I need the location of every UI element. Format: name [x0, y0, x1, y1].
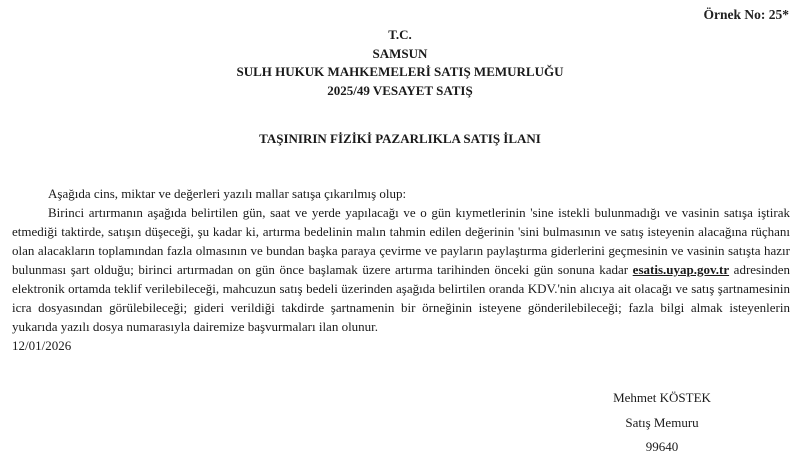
main-paragraph: [12, 203, 790, 336]
document-header: [0, 26, 800, 100]
signer-role: Satış Memuru: [625, 414, 699, 430]
header-office: SULH HUKUK MAHKEMELERİ SATIŞ MEMURLUĞU: [236, 64, 564, 79]
ornek-no: Örnek No: 25*: [703, 7, 789, 22]
notice-body: [12, 184, 790, 355]
header-tc: T.C.: [388, 27, 412, 42]
paragraph-text-start: Birinci artırmanın aşağıda belirtilen gün, saat ve yerde yapılacağı ve o gün kıymetlerinin 'sine istekli bulunmadığı ve vasinin satışa iştirak etmediği taktirde, satışın düşeceği, şu kadar ki, artırma bedelinin malın tahmin edilen değerinin 'sini bulmasının ve satış isteyenin alacağına rüçhanı olan alacakların toplamından fazla olmasının ve bundan başka paraya çevirme ve payların paylaştırma giderlerini geçmesinin ve vasinin satışta hazır bulunması şart olduğu; birinci artırmadan on gün önce başlamak üzere artırma tarihinden önceki gün sonuna kadar: [12, 205, 790, 277]
signer-name: Mehmet KÖSTEK: [613, 390, 711, 405]
paragraph-text-end: adresinden elektronik ortamda teklif verilebileceği, mahcuzun satış bedeli üzerinden aşağıda belirtilen oranda KDV.'nin alıcıya ait olacağı ve satış şartnamesinin icra dosyasından görülebileceği; gideri verildiği takdirde şartnamenin bir örneğinin isteyene gönderilebileceği; fazla bilgi almak isteyenlerin yukarıda yazılı dosya numarasıyla dairemize başvurmaları ilan olunur.: [12, 262, 790, 334]
header-case-number: 2025/49 VESAYET SATIŞ: [327, 82, 473, 98]
notice-title: TAŞINIRIN FİZİKİ PAZARLIKLA SATIŞ İLANI: [259, 131, 541, 146]
header-city: SAMSUN: [372, 45, 428, 61]
notice-date: 12/01/2026: [12, 338, 72, 353]
signature-block: [582, 386, 742, 460]
esatis-link[interactable]: esatis.uyap.gov.tr: [632, 262, 730, 277]
signer-number: 99640: [645, 439, 679, 454]
intro-paragraph: Aşağıda cins, miktar ve değerleri yazılı mallar satışa çıkarılmış olup:: [48, 186, 407, 201]
